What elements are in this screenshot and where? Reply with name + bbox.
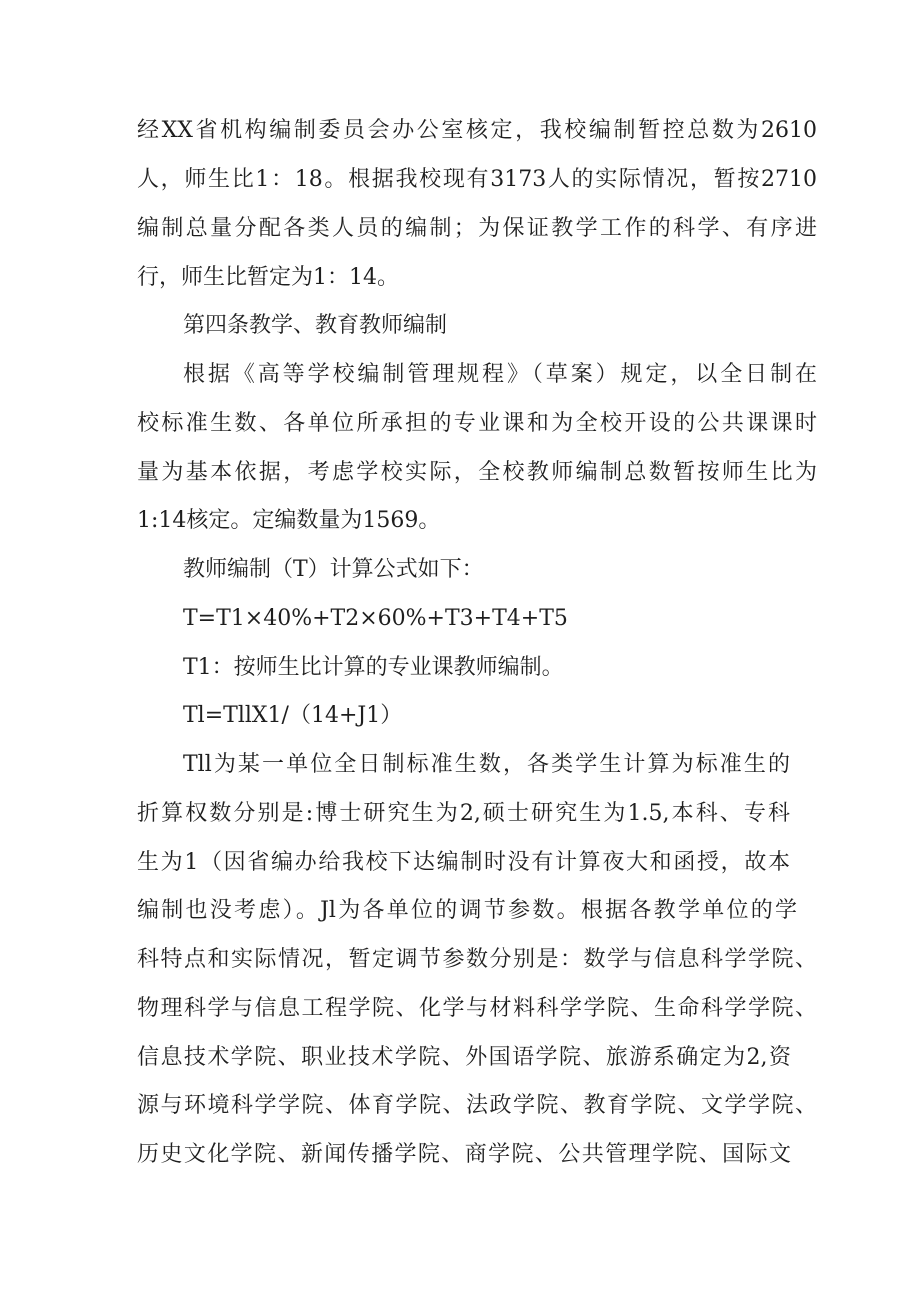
text-line: 教师编制（T）计算公式如下： <box>183 557 484 582</box>
section-heading: 第四条教学、教育教师编制 <box>183 313 448 338</box>
text-line: 经XX省机构编制委员会办公室核定，我校编制暂控总数为2610 <box>137 118 817 143</box>
formula-line: Tl=TllX1/（14+J1） <box>183 703 403 728</box>
text-line: 科特点和实际情况，暂定调节参数分别是：数学与信息科学学院、 <box>137 947 817 972</box>
text-line: 信息技术学院、职业技术学院、外国语学院、旅游系确定为2,资 <box>137 1045 791 1070</box>
text-line: 1:14核定。定编数量为1569。 <box>137 508 441 533</box>
formula-line: T=T1×40%+T2×60%+T3+T4+T5 <box>183 606 568 631</box>
text-line: T1：按师生比计算的专业课教师编制。 <box>183 655 564 680</box>
text-line: 物理科学与信息工程学院、化学与材料科学学院、生命科学学院、 <box>137 996 817 1021</box>
text-line: 校标准生数、各单位所承担的专业课和为全校开设的公共课课时 <box>137 411 817 436</box>
text-line: Tll为某一单位全日制标准生数，各类学生计算为标准生的 <box>183 752 790 777</box>
text-line: 行，师生比暂定为1：14。 <box>137 265 399 290</box>
text-line: 源与环境科学学院、体育学院、法政学院、教育学院、文学学院、 <box>137 1093 817 1118</box>
text-line: 生为1（因省编办给我校下达编制时没有计算夜大和函授，故本 <box>137 850 790 875</box>
text-line: 人，师生比1：18。根据我校现有3173人的实际情况，暂按2710 <box>137 167 817 192</box>
text-line: 折算权数分别是:博士研究生为2,硕士研究生为1.5,本科、专科 <box>137 801 790 826</box>
text-line: 根据《高等学校编制管理规程》（草案）规定，以全日制在 <box>183 362 817 387</box>
text-line: 编制总量分配各类人员的编制；为保证教学工作的科学、有序进 <box>137 216 817 241</box>
text-line: 历史文化学院、新闻传播学院、商学院、公共管理学院、国际文 <box>137 1142 791 1167</box>
text-line: 编制也没考虑）。Jl为各单位的调节参数。根据各教学单位的学 <box>137 898 797 923</box>
text-line: 量为基本依据，考虑学校实际，全校教师编制总数暂按师生比为 <box>137 460 817 485</box>
